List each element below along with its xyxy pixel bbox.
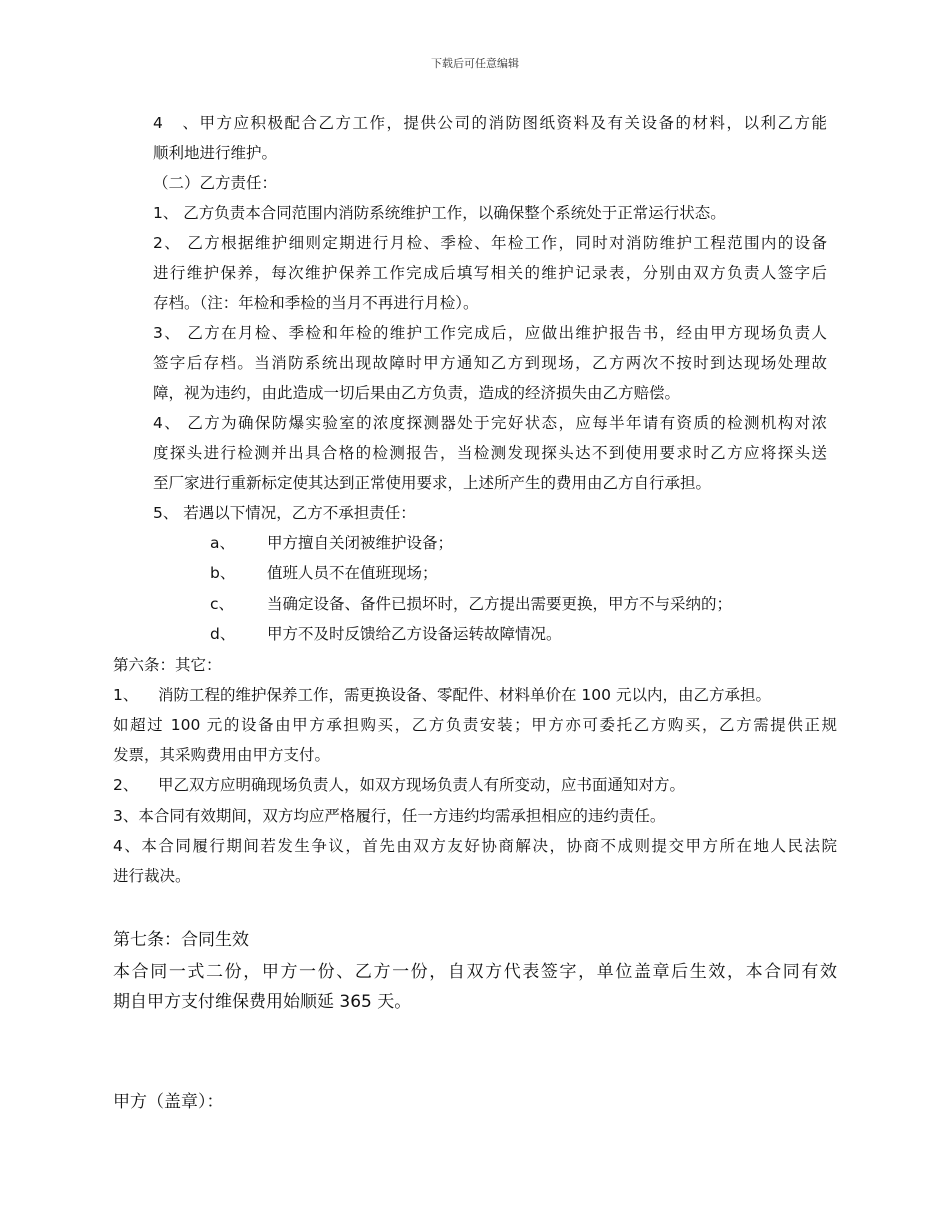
art7-line-2: 期自甲方支付维保费用始顺延 365 天。 [113, 992, 412, 1012]
exemption-text-b: 值班人员不在值班现场； [267, 564, 438, 582]
exemption-text-d: 甲方不及时反馈给乙方设备运转故障情况。 [267, 625, 562, 643]
yi-item-4-line-3: 至厂家进行重新标定使其达到正常使用要求，上述所产生的费用由乙方自行承担。 [153, 474, 712, 492]
art7-line-1: 本合同一式二份，甲方一份、乙方一份，自双方代表签字，单位盖章后生效，本合同有效 [113, 962, 837, 982]
yi-item-3-line-3: 障，视为违约，由此造成一切后果由乙方负责，造成的经济损失由乙方赔偿。 [153, 384, 681, 402]
art6-item-2-number: 2、 [113, 776, 139, 794]
yi-item-4-line-1: 4、 乙方为确保防爆实验室的浓度探测器处于完好状态，应每半年请有资质的检测机构对浓 [153, 414, 827, 432]
yi-item-3-line-2: 签字后存档。当消防系统出现故障时甲方通知乙方到现场，乙方两次不按时到达现场处理故 [153, 354, 827, 372]
exemption-item-c [210, 594, 732, 614]
article-6-heading: 第六条：其它： [113, 656, 222, 674]
yi-item-5: 5、 若遇以下情况，乙方不承担责任： [153, 504, 416, 522]
yi-item-2-line-2: 进行维护保养，每次维护保养工作完成后填写相关的维护记录表，分别由双方负责人签字后 [153, 264, 827, 282]
exemption-tag-b: b、 [210, 564, 236, 582]
art6-item-3: 3、本合同有效期间，双方均应严格履行，任一方违约均需承担相应的违约责任。 [113, 807, 666, 825]
exemption-item-a [210, 533, 453, 553]
exemption-item-d [210, 624, 562, 644]
exemption-tag-d: d、 [210, 625, 236, 643]
art6-item-1-line-1 [113, 685, 771, 705]
exemption-tag-a: a、 [210, 534, 235, 552]
party-a-seal-label: 甲方（盖章）： [113, 1092, 224, 1112]
art6-item-4-line-2: 进行裁决。 [113, 867, 191, 885]
art6-item-2-text: 甲乙双方应明确现场负责人，如双方现场负责人有所变动，应书面通知对方。 [158, 776, 686, 794]
yi-item-2-line-3: 存档。（注：年检和季检的当月不再进行月检）。 [153, 294, 479, 312]
exemption-text-c: 当确定设备、备件已损坏时，乙方提出需要更换，甲方不与采纳的； [267, 595, 733, 613]
yi-item-4-line-2: 度探头进行检测并出具合格的检测报告，当检测发现探头达不到使用要求时乙方应将探头送 [153, 444, 827, 462]
exemption-tag-c: c、 [210, 595, 235, 613]
clause-4-line-2: 顺利地进行维护。 [153, 144, 278, 162]
art6-item-1-text: 消防工程的维护保养工作，需更换设备、零配件、材料单价在 100 元以内，由乙方承担。 [158, 686, 771, 704]
yi-item-3-line-1: 3、 乙方在月检、季检和年检的维护工作完成后，应做出维护报告书，经由甲方现场负责人 [153, 324, 827, 342]
clause-4-line-1 [153, 113, 827, 133]
art6-item-4-line-1: 4、本合同履行期间若发生争议，首先由双方友好协商解决，协商不成则提交甲方所在地人民法院 [113, 837, 837, 855]
art6-item-1-number: 1、 [113, 686, 139, 704]
clause-4-text: 甲方应积极配合乙方工作，提供公司的消防图纸资料及有关设备的材料，以利乙方能 [198, 114, 827, 132]
yi-item-1: 1、 乙方负责本合同范围内消防系统维护工作，以确保整个系统处于正常运行状态。 [153, 204, 726, 222]
exemption-text-a: 甲方擅自关闭被维护设备； [267, 534, 454, 552]
exemption-item-b [210, 563, 438, 583]
yi-item-2-line-1: 2、 乙方根据维护细则定期进行月检、季检、年检工作，同时对消防维护工程范围内的设备 [153, 234, 827, 252]
art6-item-1-line-2: 如超过 100 元的设备由甲方承担购买，乙方负责安装；甲方亦可委托乙方购买，乙方需提供正规 [113, 716, 837, 734]
art6-item-1-line-3: 发票，其采购费用由甲方支付。 [113, 746, 331, 764]
page-header-note: 下载后可任意编辑 [431, 57, 519, 70]
art6-item-2 [113, 775, 685, 795]
article-7-heading: 第七条：合同生效 [113, 930, 249, 950]
clause-4-number: 4、 [153, 114, 198, 132]
section-heading-yi-responsibility: （二）乙方责任： [153, 174, 278, 192]
